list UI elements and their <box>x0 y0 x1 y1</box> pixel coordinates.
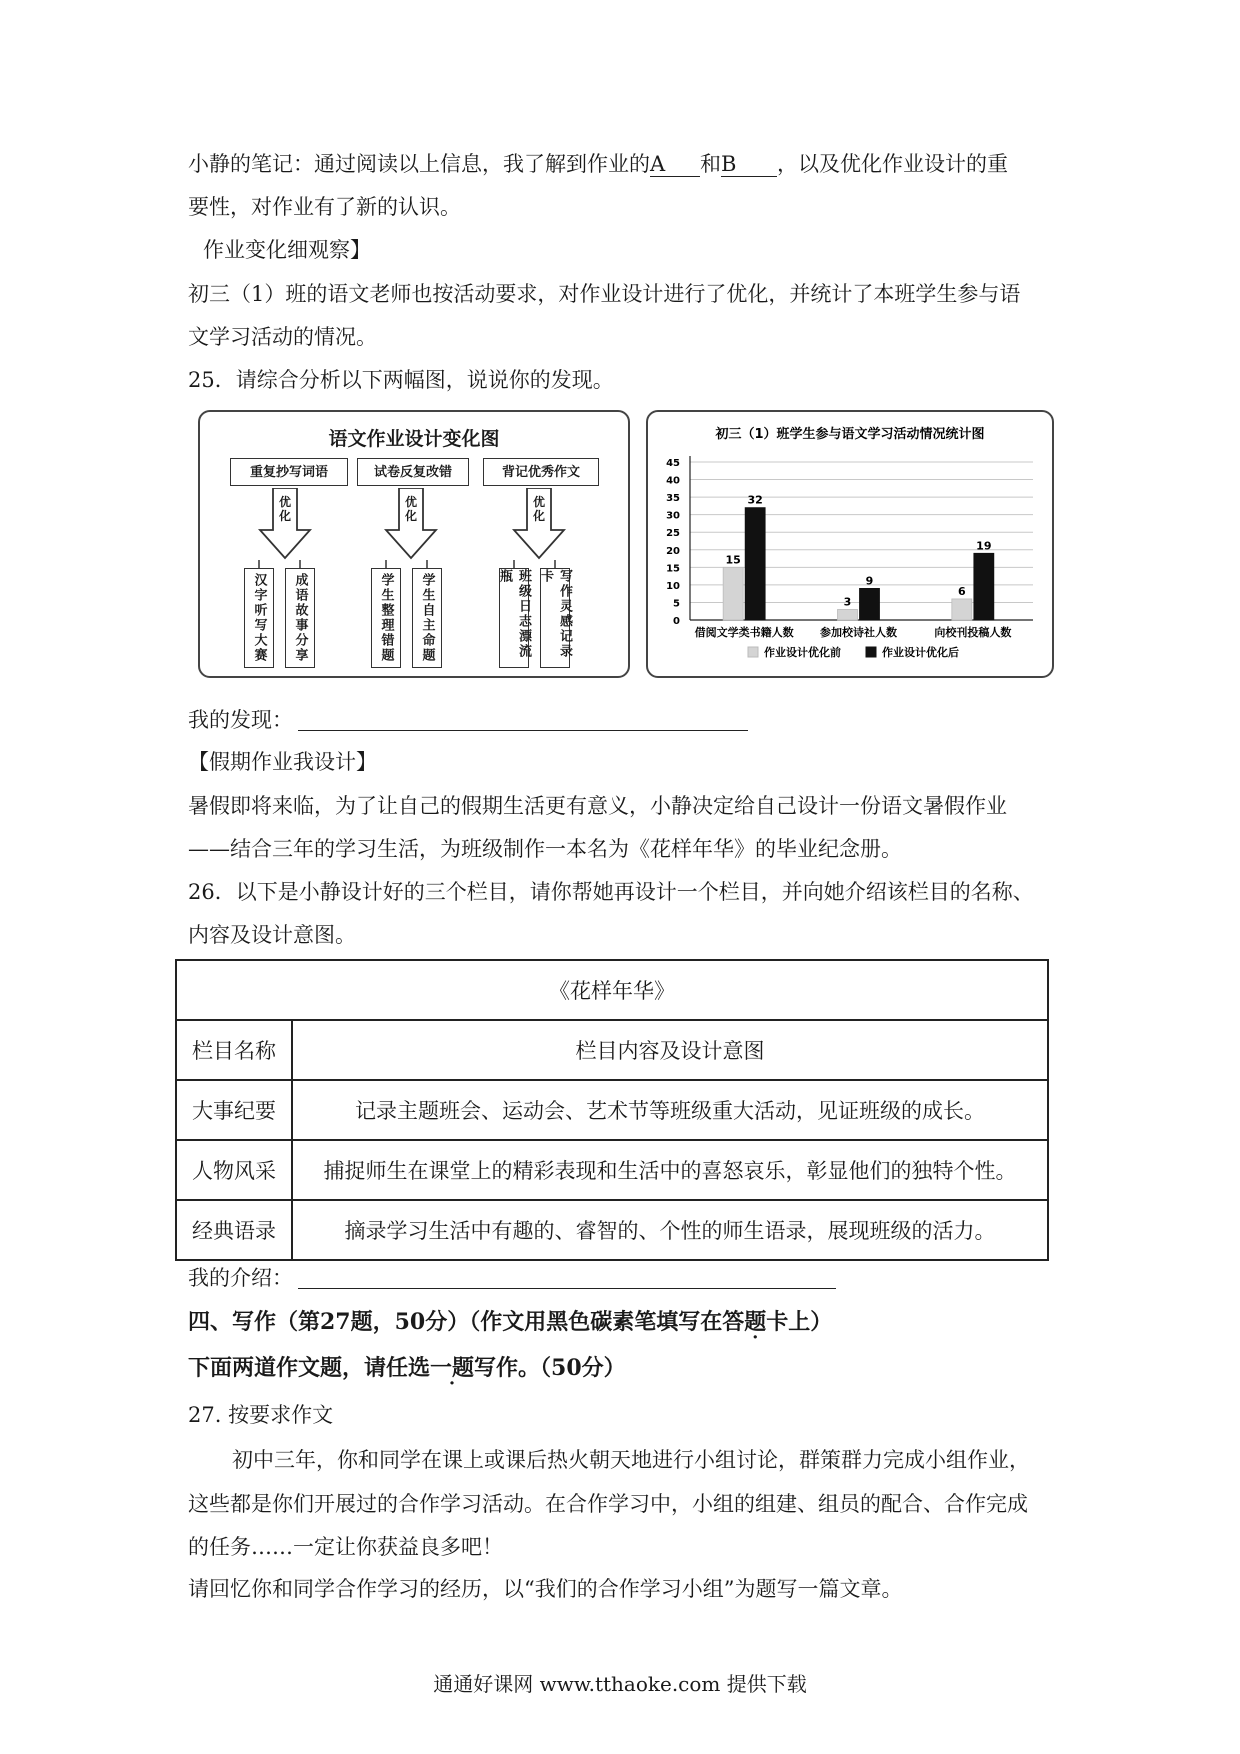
y-tick-label: 15 <box>666 563 680 575</box>
q27-title: 27. 按要求作文 <box>188 1403 334 1427</box>
before-box-1: 重复抄写词语 <box>230 458 348 486</box>
bar <box>974 553 994 620</box>
after-box-2a: 学生整理错题 <box>371 568 401 668</box>
writing-heading-1-end: 上） <box>788 1309 833 1335</box>
writing-heading-1 <box>188 1310 832 1334</box>
table-title: 《花样年华》 <box>176 960 1048 1020</box>
blank-b: B <box>721 152 777 177</box>
after-box-1a: 汉字听写大赛 <box>244 568 274 668</box>
notes-line-2: 要性，对作业有了新的认识。 <box>188 195 461 219</box>
row-desc: 记录主题班会、运动会、艺术节等班级重大活动，见证班级的成长。 <box>292 1080 1048 1140</box>
before-box-2: 试卷反复改错 <box>357 458 469 486</box>
arrow-label-1: 优化 <box>278 495 291 523</box>
after-box-3b: 写作灵感记录卡 <box>540 568 570 668</box>
table-header-desc: 栏目内容及设计意图 <box>292 1020 1048 1080</box>
bar <box>952 599 972 620</box>
y-tick-label: 30 <box>666 510 680 522</box>
columns-table <box>175 959 1049 1261</box>
data-label: 32 <box>747 493 763 507</box>
notes-text: 小静的笔记：通过阅读以上信息，我了解到作业的 <box>188 152 650 176</box>
q25-answer-label: 我的发现： <box>188 708 293 732</box>
after-box-3a: 班级日志漂流瓶 <box>499 568 529 668</box>
q26-answer-label: 我的介绍： <box>188 1266 293 1290</box>
table-header-name: 栏目名称 <box>176 1020 292 1080</box>
legend-label: 作业设计优化前 <box>764 646 841 659</box>
table-row <box>176 1080 1048 1140</box>
q25-answer-line[interactable] <box>298 730 748 731</box>
x-tick-label: 参加校诗社人数 <box>820 626 897 639</box>
x-tick-label: 向校刊投稿人数 <box>934 626 1012 639</box>
chart-title: 初三（1）班学生参与语文学习活动情况统计图 <box>715 427 985 442</box>
holiday-para-1: 暑假即将来临，为了让自己的假期生活更有意义，小静决定给自己设计一份语文暑假作业 <box>188 794 1007 818</box>
y-tick-label: 25 <box>666 528 680 540</box>
observe-para-1: 初三（1）班的语文老师也按活动要求，对作业设计进行了优化，并统计了本班学生参与语 <box>188 282 1021 306</box>
emphasis-answer-card: 答题卡 <box>722 1309 789 1335</box>
holiday-para-2: ——结合三年的学习生活，为班级制作一本名为《花样年华》的毕业纪念册。 <box>188 837 902 861</box>
q27-para-2: 这些都是你们开展过的合作学习活动。在合作学习中，小组的组建、组员的配合、合作完成 <box>188 1492 1028 1516</box>
q26-line-2: 内容及设计意图。 <box>188 923 356 947</box>
row-name: 大事纪要 <box>176 1080 292 1140</box>
y-tick-label: 35 <box>666 493 680 505</box>
emphasis-one-topic: 一题 <box>430 1355 475 1381</box>
q25-text: 25．请综合分析以下两幅图，说说你的发现。 <box>188 368 614 392</box>
bar <box>860 588 880 620</box>
before-box-3: 背记优秀作文 <box>483 458 599 486</box>
legend-swatch <box>748 647 758 657</box>
data-label: 9 <box>865 574 874 588</box>
data-label: 15 <box>725 553 741 567</box>
y-tick-label: 40 <box>666 475 680 487</box>
chart-panel <box>646 410 1054 678</box>
notes-text-suffix: ，以及优化作业设计的重 <box>777 152 1008 176</box>
y-tick-label: 45 <box>666 458 680 469</box>
data-label: 19 <box>976 539 992 553</box>
row-name: 经典语录 <box>176 1200 292 1260</box>
table-row <box>176 1200 1048 1260</box>
writing-heading-2 <box>188 1356 626 1380</box>
q26-line-1: 26．以下是小静设计好的三个栏目，请你帮她再设计一个栏目，并向她介绍该栏目的名称、 <box>188 880 1034 904</box>
legend-swatch <box>866 647 876 657</box>
legend-label: 作业设计优化后 <box>882 646 959 659</box>
holiday-heading: 【假期作业我设计】 <box>188 750 377 774</box>
arrow-label-2: 优化 <box>404 495 417 523</box>
arrow-label-3: 优化 <box>532 495 545 523</box>
after-box-1b: 成语故事分享 <box>285 568 315 668</box>
data-label: 3 <box>843 595 852 609</box>
y-tick-label: 5 <box>673 598 680 610</box>
after-box-2b: 学生自主命题 <box>412 568 442 668</box>
q27-para-1: 初中三年，你和同学在课上或课后热火朝天地进行小组讨论，群策群力完成小组作业， <box>232 1448 1030 1472</box>
row-desc: 捕捉师生在课堂上的精彩表现和生活中的喜怒哀乐，彰显他们的独特个性。 <box>292 1140 1048 1200</box>
notes-line-1 <box>188 152 1008 177</box>
bar <box>745 508 765 620</box>
data-label: 6 <box>958 584 966 598</box>
diagram-title: 语文作业设计变化图 <box>328 428 500 450</box>
bar <box>838 609 858 620</box>
y-tick-label: 0 <box>673 616 680 627</box>
row-desc: 摘录学习生活中有趣的、睿智的、个性的师生语录，展现班级的活力。 <box>292 1200 1048 1260</box>
q27-prompt: 请回忆你和同学合作学习的经历，以“我们的合作学习小组”为题写一篇文章。 <box>188 1577 903 1601</box>
footer: 通通好课网 www.tthaoke.com 提供下载 <box>433 1672 807 1696</box>
writing-heading-1-text: 四、写作（第27题，50分）（作文用黑色碳素笔填写在 <box>188 1309 723 1335</box>
writing-heading-2-text: 下面两道作文题，请任选 <box>188 1355 431 1381</box>
q27-para-3: 的任务……一定让你获益良多吧！ <box>188 1535 503 1559</box>
diagram-panel <box>198 410 630 678</box>
x-tick-label: 借阅文学类书籍人数 <box>694 626 794 639</box>
observe-para-2: 文学习活动的情况。 <box>188 325 377 349</box>
writing-heading-2-end: 写作。（50分） <box>474 1355 626 1381</box>
observe-heading: 作业变化细观察】 <box>203 238 371 262</box>
bar-chart <box>648 412 1052 676</box>
blank-a: A <box>650 152 700 177</box>
y-tick-label: 20 <box>666 545 680 557</box>
bar <box>723 567 743 620</box>
notes-and: 和 <box>700 152 721 176</box>
q26-answer-line[interactable] <box>298 1288 836 1289</box>
row-name: 人物风采 <box>176 1140 292 1200</box>
table-row <box>176 1140 1048 1200</box>
y-tick-label: 10 <box>666 580 680 592</box>
